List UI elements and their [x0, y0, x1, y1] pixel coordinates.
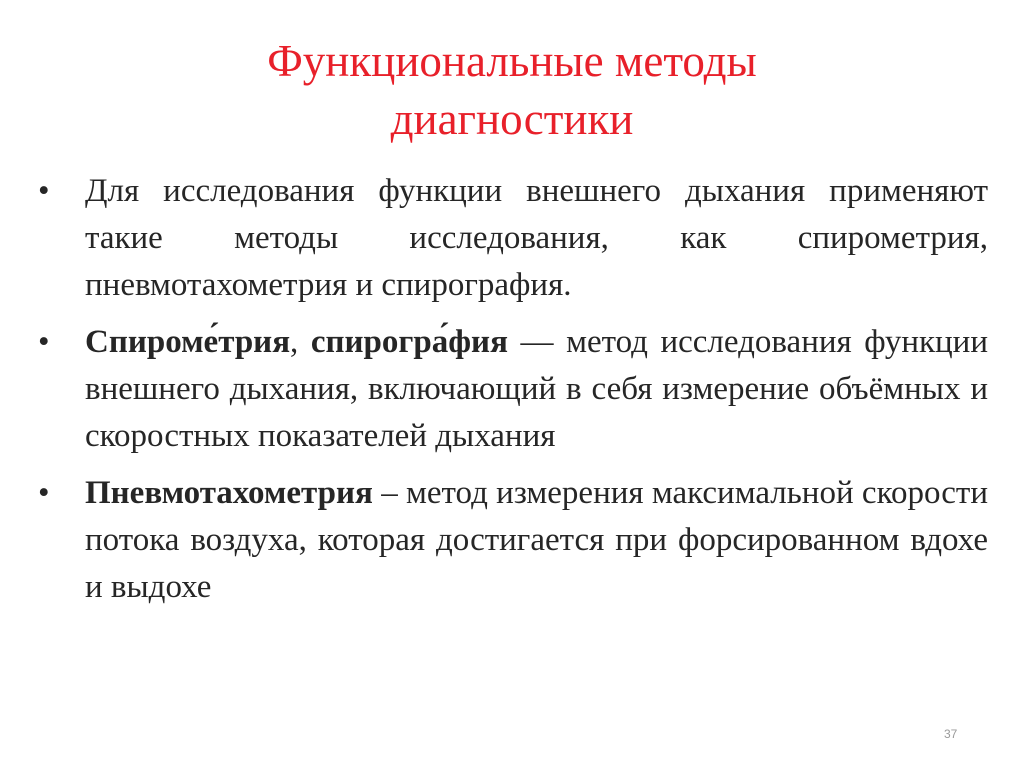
bullet-text: Для исследования функции внешнего дыхания применяют такие методы исследования, как спирометрия, пневмотахометрия и спирография.	[85, 173, 988, 303]
bullet-item-pneumotachometry-definition	[38, 470, 988, 611]
bullet-list	[38, 168, 988, 621]
bullet-item-spirometry-definition	[38, 319, 988, 460]
bullet-item-respiratory-methods	[38, 168, 988, 309]
slide-title-line-2: диагностики	[390, 94, 634, 144]
bullet-text: – метод измерения максимальной скорости потока воздуха, которая достигается при форсированном вдохе и выдохе	[85, 475, 988, 605]
term-spirography: спирогра́фия	[310, 324, 508, 360]
term-pneumotachometry: Пневмотахометрия	[85, 475, 373, 511]
slide-title	[0, 32, 1024, 148]
bullet-text: — метод исследования функции внешнего дыхания, включающий в себя измерение объёмных и скоростных показателей дыхания	[85, 324, 988, 454]
bullet-icon: •	[38, 324, 50, 360]
term-spirometry: Спироме́трия	[85, 324, 291, 360]
page-number: 37	[944, 727, 958, 741]
bullet-icon: •	[38, 173, 50, 209]
slide-title-line-1: Функциональные методы	[267, 36, 757, 86]
term-separator: ,	[290, 324, 311, 360]
bullet-icon: •	[38, 475, 50, 511]
